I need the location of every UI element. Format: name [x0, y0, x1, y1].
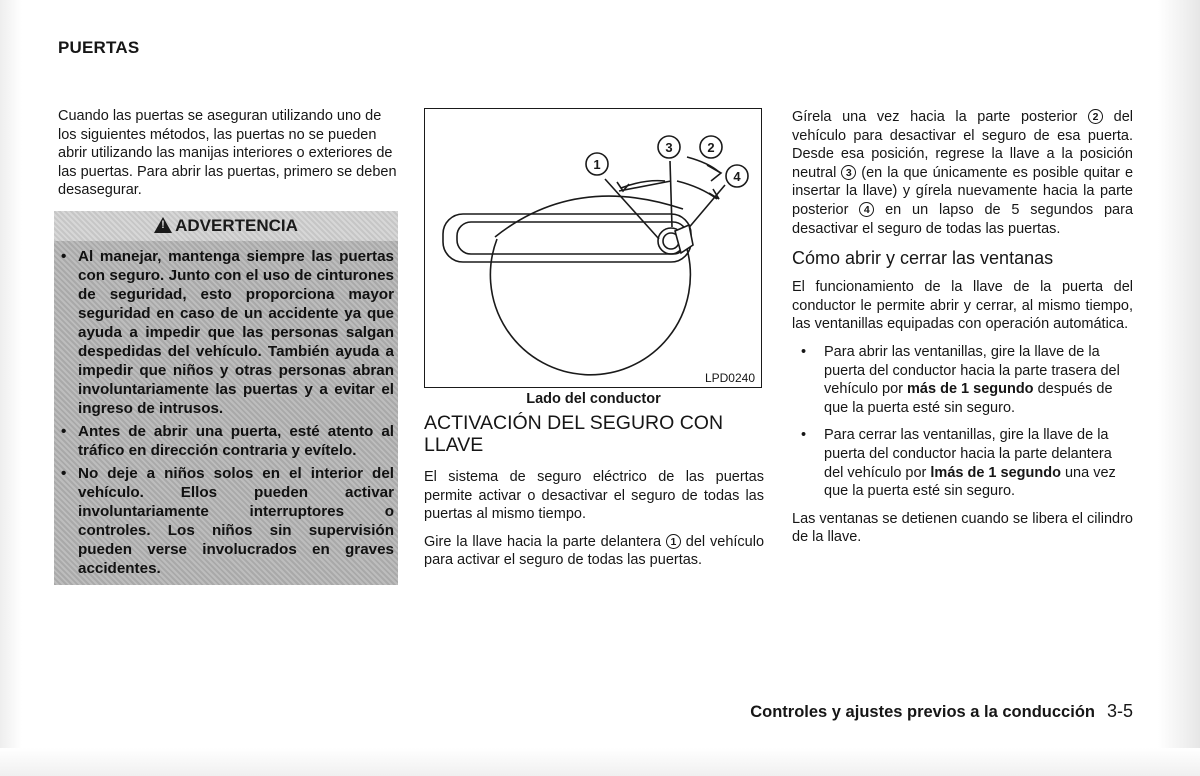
figure-caption: Lado del conductor [526, 391, 661, 407]
warning-header [54, 211, 398, 241]
text: en un lapso de 5 segundos para desactivar el seguro de todas las puertas. [792, 201, 1134, 237]
text: Gírela una vez hacia la parte posterior [792, 109, 1078, 125]
figure-code: LPD0240 [704, 371, 755, 385]
text: Para abrir las ventanillas, gire la llave de la puerta del conductor hacia la parte trasera del vehículo por [824, 343, 1120, 398]
handle-recess-top [495, 196, 683, 237]
text: (en la que únicamente es posible quitar e insertar la llave) y gírela nuevamente hacia la parte posterior [792, 164, 1134, 218]
text: después de que la puerta esté sin seguro. [824, 381, 1113, 416]
paragraph: El sistema de seguro eléctrico de las puertas permite activar o desactivar el seguro de todas las puertas al mismo tiempo. [424, 469, 764, 523]
warning-title: ADVERTENCIA [175, 216, 298, 235]
page-shadow-bottom [0, 748, 1200, 776]
page-shadow-right [1158, 0, 1200, 776]
text: del vehículo para activar el seguro de todas las puertas. [424, 533, 765, 569]
warning-item-text: No deje a niños solos en el interior del vehículo. Ellos pueden activar involuntariamente interruptores o controles. Los niños sin supervisión pueden verse involucrados en graves accidentes. [78, 465, 394, 577]
warning-item [60, 464, 394, 578]
door-handle-illustration [425, 109, 761, 387]
bullet: • [61, 465, 67, 482]
bullet: • [801, 427, 807, 444]
bold-text: más de 1 segundo [907, 381, 1034, 398]
warning-triangle-icon [154, 217, 172, 233]
label-3: 3 [665, 140, 673, 155]
warning-list [60, 247, 394, 582]
text: una vez que la puerta esté sin seguro. [824, 464, 1116, 500]
paragraph [792, 108, 1133, 238]
circled-number-1: 1 [666, 534, 681, 549]
bold-text: lmás de 1 segundo [930, 464, 1061, 481]
warning-item [60, 247, 394, 418]
paragraph: Las ventanas se detienen cuando se libera el cilindro de la llave. [792, 510, 1133, 546]
bullet: • [801, 343, 807, 360]
section-title: PUERTAS [58, 38, 140, 57]
text: del vehículo para desactivar el seguro de esa puerta. Desde esa posición, regrese la llave a la posición neutral [792, 109, 1133, 181]
label-1: 1 [593, 157, 601, 172]
intro-paragraph: Cuando las puertas se aseguran utilizando uno de los siguientes métodos, las puertas no se pueden abrir utilizando las manijas interiores o exteriores de las puertas. Para abrir las puertas, primero se deben desasegurar. [58, 108, 397, 199]
warning-box [54, 211, 398, 585]
column-right [792, 108, 1133, 547]
circled-number-3: 3 [841, 165, 856, 180]
bullet: • [61, 423, 67, 440]
footer-title: Controles y ajustes previos a la conducción [750, 703, 1095, 721]
paragraph [424, 533, 764, 570]
paragraph: El funcionamiento de la llave de la puerta del conductor le permite abrir y cerrar, al mismo tiempo, las ventanillas equipadas con operación automática. [792, 279, 1133, 333]
list-item [792, 343, 1133, 417]
warning-item [60, 422, 394, 460]
text: Para cerrar las ventanillas, gire la llave de la puerta del conductor hacia la parte delantera del vehículo por [824, 427, 1112, 481]
warning-item-text: Al manejar, mantenga siempre las puertas con seguro. Junto con el uso de cinturones de seguridad, esto proporciona mayor seguridad en caso de un accidente ya que ayuda a impedir que las personas salgan despedidas del vehículo. También ayuda a impedir que niños y otras personas abran involuntariamente las puertas y a evitar el ingreso de intrusos. [78, 248, 394, 417]
subsection-heading: ACTIVACIÓN DEL SEGURO CON LLAVE [424, 412, 724, 456]
column-middle [424, 412, 764, 570]
page-number: 3-5 [1106, 701, 1133, 721]
subsection-heading: Cómo abrir y cerrar las ventanas [792, 248, 1054, 269]
circled-number-4: 4 [859, 202, 874, 217]
window-bullets [792, 343, 1133, 501]
arrow-line-3 [670, 161, 672, 227]
bullet: • [61, 248, 67, 265]
handle-inner [457, 222, 687, 254]
text: Gire la llave hacia la parte delantera [424, 533, 662, 550]
handle-recess [490, 239, 690, 375]
column-left [58, 107, 398, 200]
label-2: 2 [707, 140, 715, 155]
circled-number-2: 2 [1088, 109, 1103, 124]
list-item [792, 426, 1133, 500]
warning-item-text: Antes de abrir una puerta, esté atento al tráfico en dirección contraria y evítelo. [78, 423, 394, 459]
rotation-arc-back [677, 181, 717, 199]
door-handle-figure [424, 108, 762, 388]
page-footer [0, 701, 1133, 722]
page-shadow-left [0, 0, 22, 776]
label-4: 4 [733, 169, 741, 184]
